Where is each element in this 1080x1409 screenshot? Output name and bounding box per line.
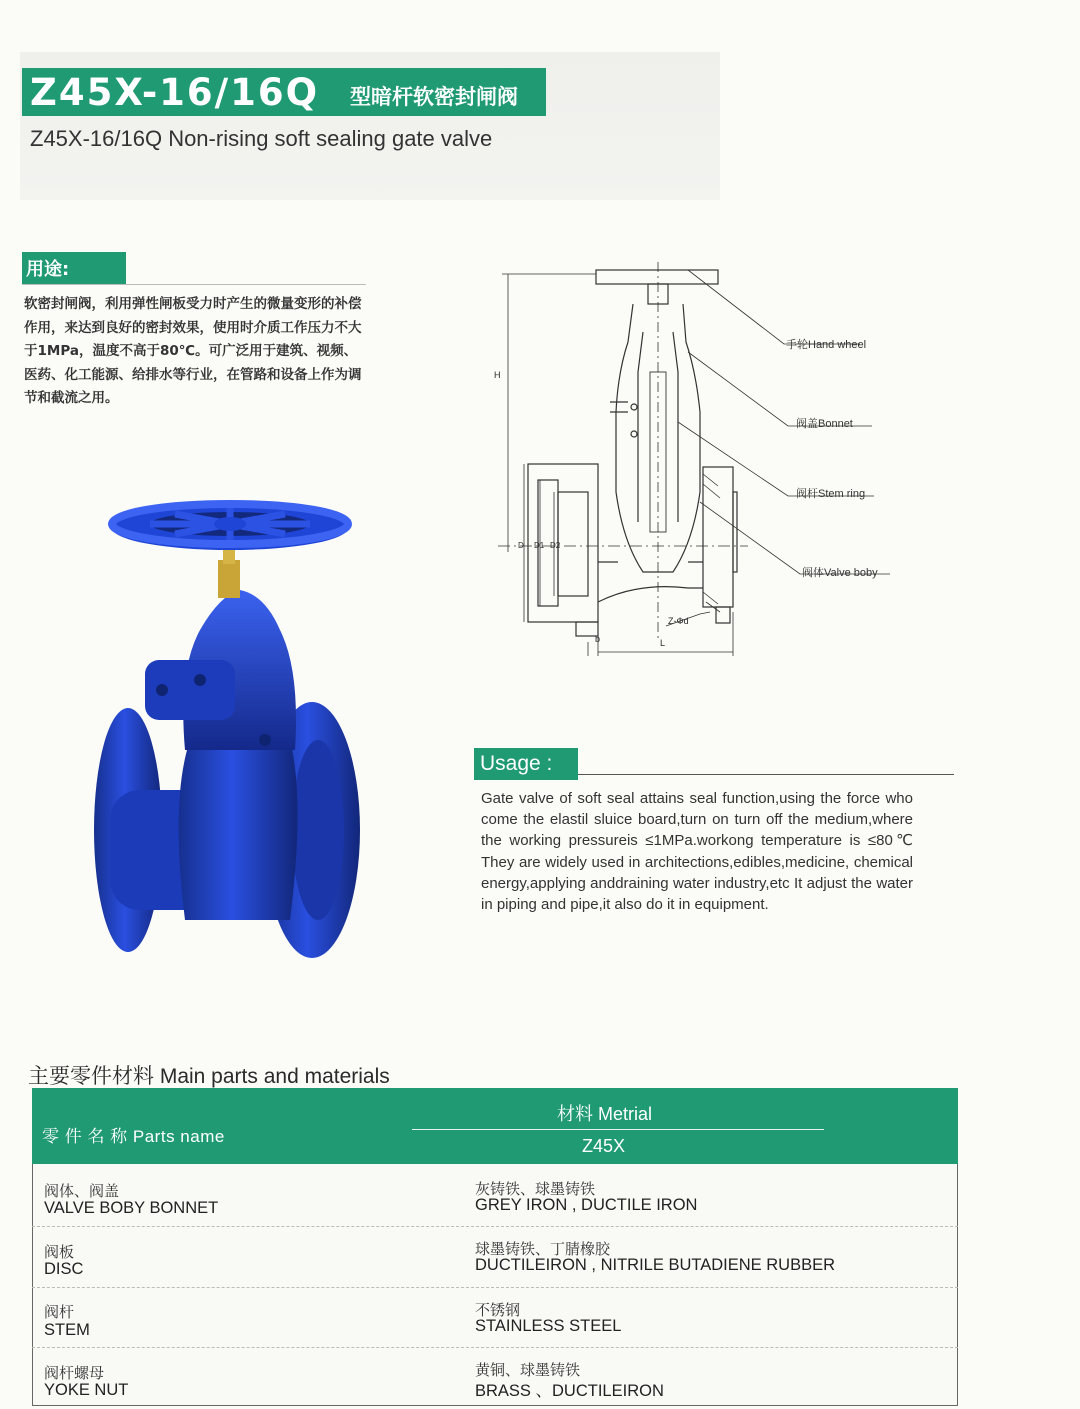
usage-cn-label: 用途:	[26, 259, 70, 280]
dim-b-label: b	[595, 634, 601, 644]
dim-height-label: H	[494, 370, 501, 380]
callout-bonnet: 阀盖Bonnet	[796, 418, 853, 430]
row-part-name-en: STEM	[44, 1321, 90, 1339]
row-material-en: STAINLESS STEEL	[475, 1317, 622, 1335]
dim-d-label: D	[518, 541, 524, 550]
row-material-en: BRASS 、DUCTILEIRON	[475, 1382, 664, 1400]
header-material: 材料 Metrial	[557, 1104, 653, 1124]
callout-hand-wheel: 手轮Hand wheel	[786, 339, 867, 351]
gate-valve-photo	[90, 500, 370, 980]
row-part-name-en: YOKE NUT	[44, 1381, 129, 1399]
row-separator	[32, 1226, 958, 1227]
row-material-en: DUCTILEIRON , NITRILE BUTADIENE RUBBER	[475, 1256, 835, 1274]
header-parts-name: 零 件 名 称 Parts name	[42, 1127, 225, 1146]
usage-cn-text: 软密封闸阀，利用弹性闸板受力时产生的微量变形的补偿作用，来达到良好的密封效果，使用时介质工作压力不大于1MPa，温度不高于80℃。可广泛用于建筑、视频、医药、化工能源、给排水等行业，在管路和设备上作为调节和截流之用。	[24, 296, 362, 406]
header-divider	[412, 1129, 824, 1130]
row-material-cn: 灰铸铁、球墨铸铁	[475, 1180, 596, 1198]
row-material-en: GREY IRON , DUCTILE IRON	[475, 1196, 698, 1214]
dim-bolt-label: Z-Φd	[668, 616, 689, 626]
row-part-name-cn: 阀板	[44, 1243, 75, 1261]
usage-en-rule	[578, 774, 954, 775]
usage-en-text: Gate valve of soft seal attains seal function,using the force who come the elastil sluice board,turn on turn off the medium,where the working pressureis ≤1MPa.workong temperature is ≤80℃ They are widely used in architections,edibles,medicine, chemical energy,applying anddraining water industry,etc It adjust the water in piping and pipe,it also do it in equipment.	[481, 790, 913, 914]
row-separator	[32, 1287, 958, 1288]
row-separator	[32, 1347, 958, 1348]
row-material-cn: 球墨铸铁、丁腈橡胶	[475, 1240, 611, 1258]
header-model: Z45X	[582, 1136, 626, 1156]
valve-cross-section-drawing	[488, 262, 908, 662]
row-part-name-cn: 阀杆	[44, 1303, 75, 1321]
row-material-cn: 不锈钢	[475, 1301, 521, 1319]
usage-cn-rule	[22, 284, 366, 285]
row-material-cn: 黄铜、球墨铸铁	[475, 1361, 581, 1379]
parts-heading: 主要零件材料 Main parts and materials	[28, 1065, 390, 1088]
product-model-title: Z45X-16/16Q	[30, 71, 320, 114]
dim-length-label: L	[660, 638, 666, 648]
product-title-cn: 型暗杆软密封闸阀	[350, 85, 518, 109]
row-part-name-en: VALVE BOBY BONNET	[44, 1199, 219, 1217]
callout-stem-ring: 阀杆Stem ring	[796, 488, 866, 500]
row-part-name-cn: 阀体、阀盖	[44, 1182, 120, 1200]
row-part-name-cn: 阀杆螺母	[44, 1364, 105, 1382]
product-title-en: Z45X-16/16Q Non-rising soft sealing gate valve	[30, 126, 493, 151]
dim-d1-label: D1	[534, 541, 545, 550]
dim-d2-label: D2	[550, 541, 561, 550]
callout-valve-body: 阀体Valve boby	[802, 567, 878, 579]
row-part-name-en: DISC	[44, 1260, 84, 1278]
usage-en-label: Usage :	[480, 752, 553, 775]
